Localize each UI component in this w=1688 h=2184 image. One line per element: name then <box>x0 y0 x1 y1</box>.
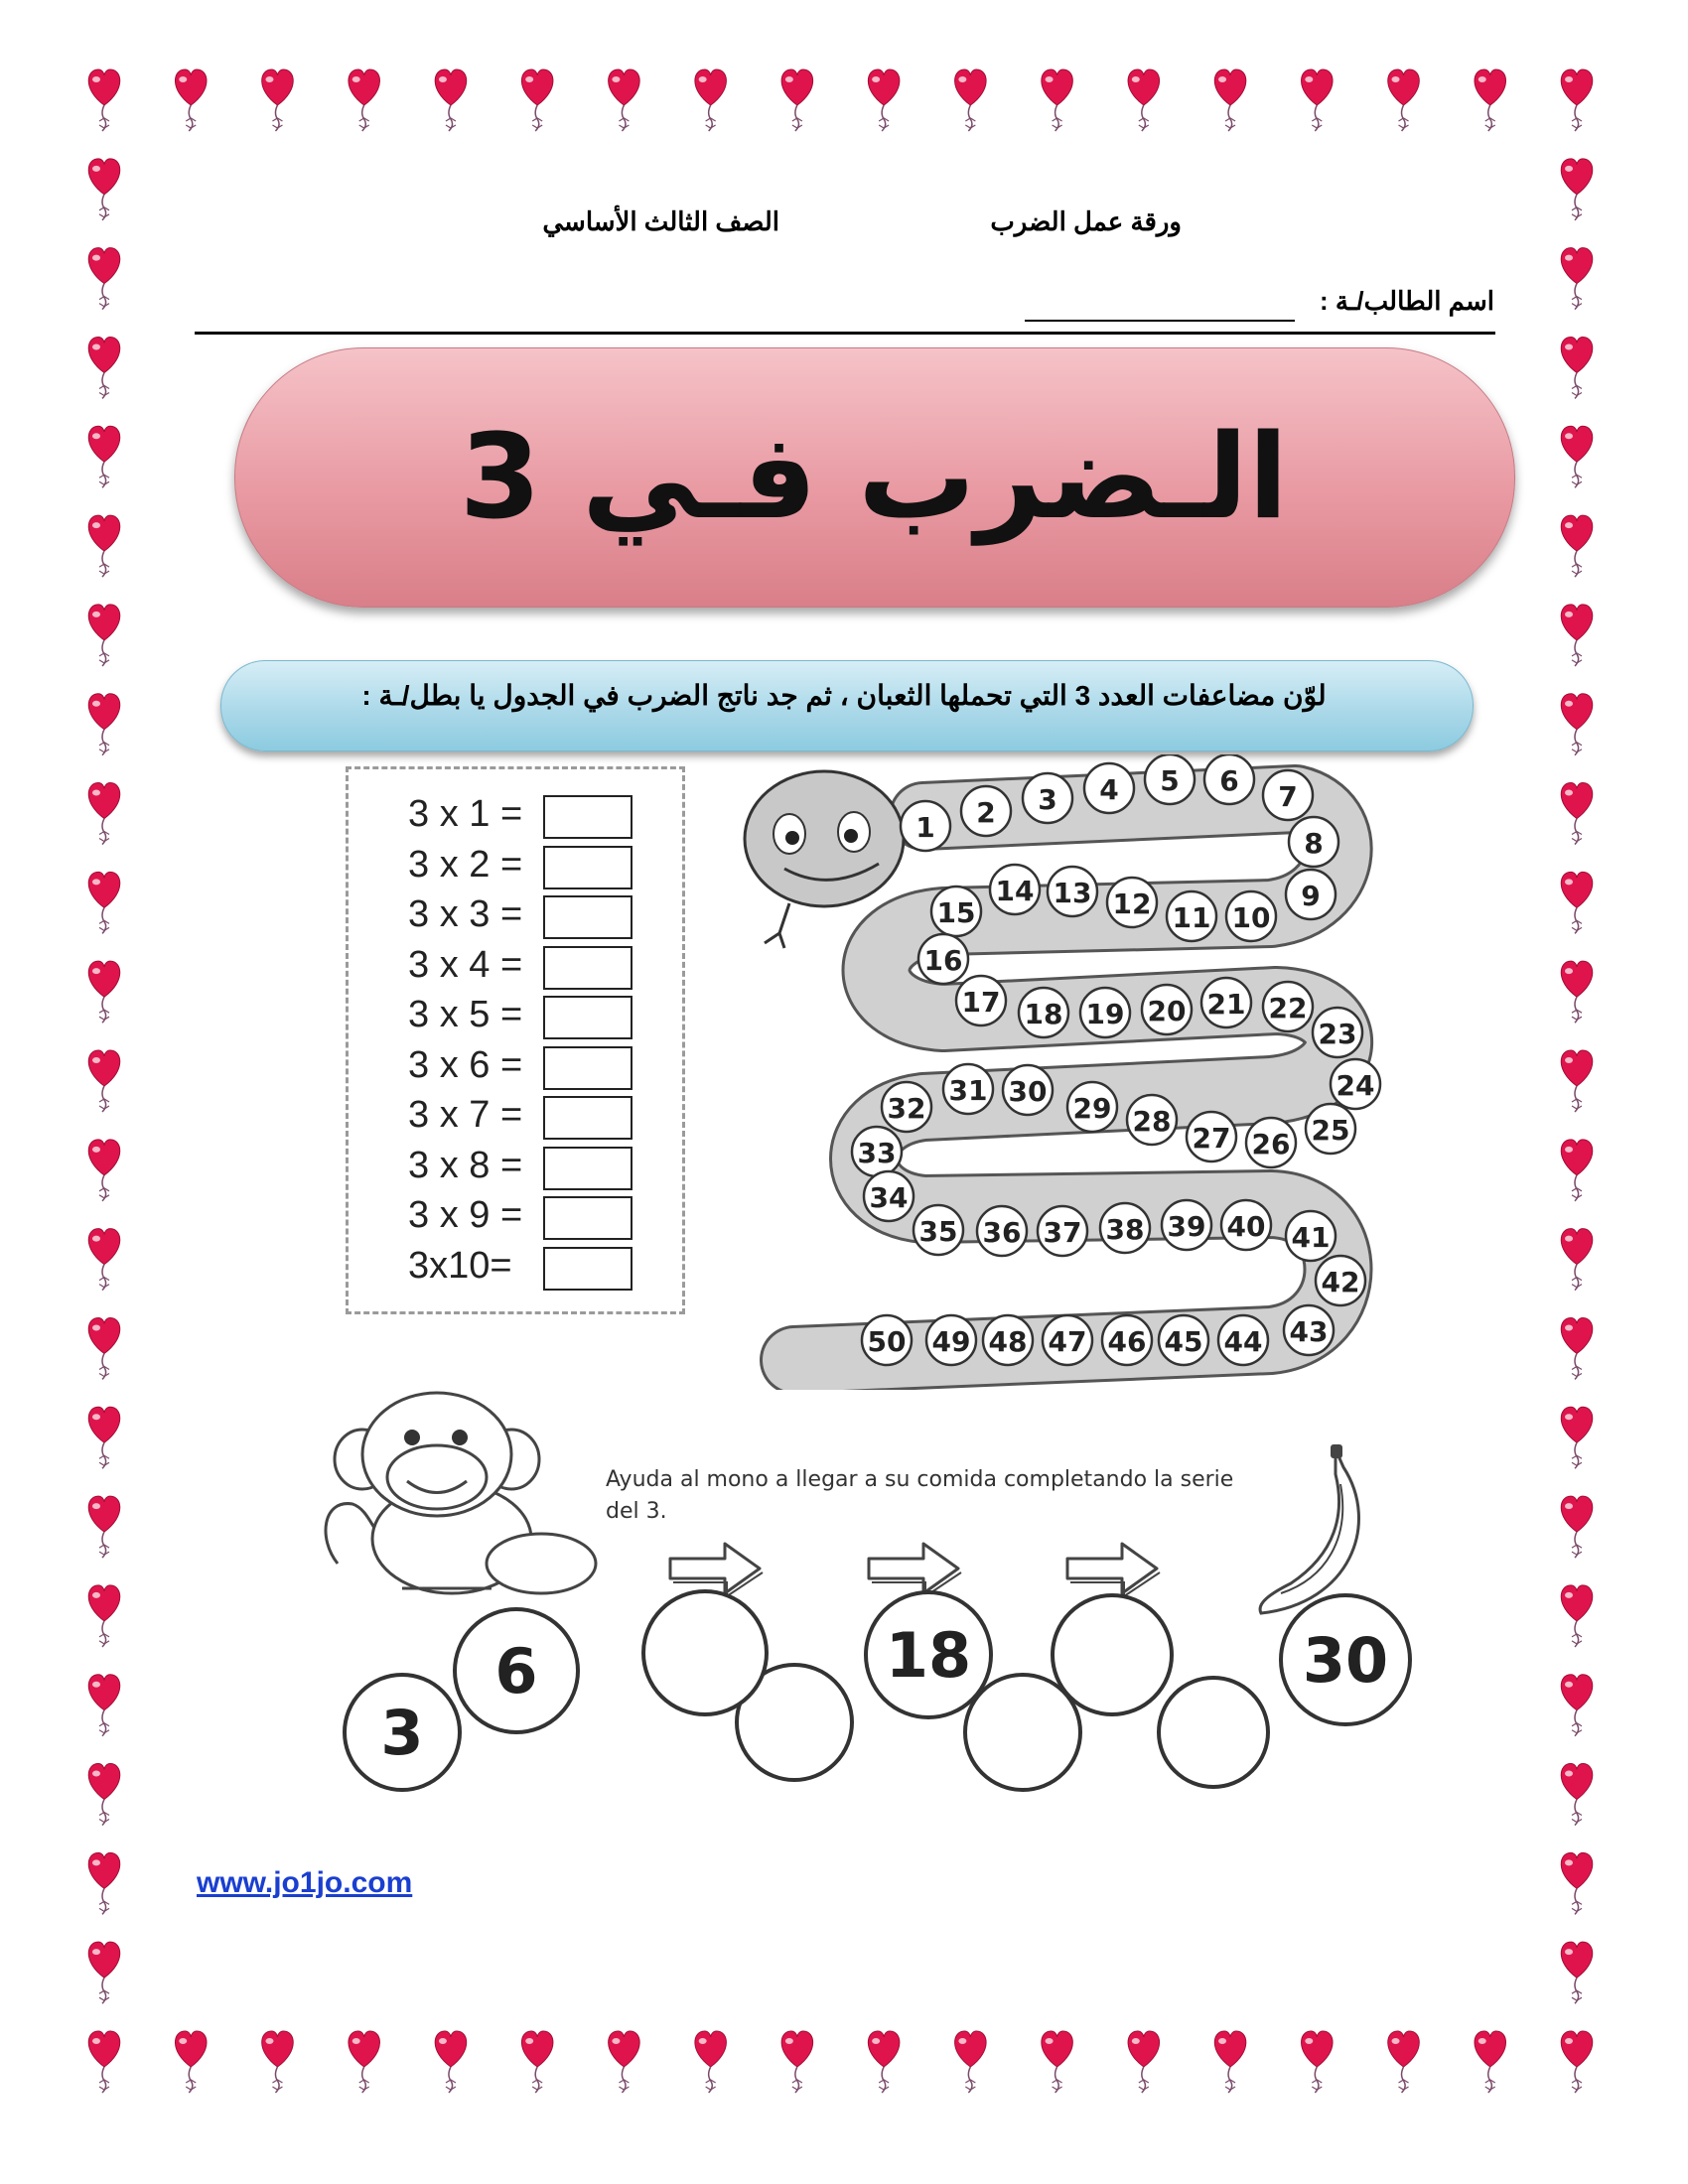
heart-balloon-icon <box>1388 69 1420 131</box>
snake-number-circle[interactable] <box>1306 1104 1355 1154</box>
snake-number-label: 20 <box>1147 995 1187 1027</box>
heart-balloon-icon <box>88 515 120 577</box>
answer-box[interactable] <box>543 1147 633 1190</box>
snake-number-label: 34 <box>869 1181 909 1214</box>
snake-number-circle[interactable] <box>1316 1256 1365 1305</box>
heart-balloon-icon <box>695 2031 727 2093</box>
worksheet-title: ورقة عمل الضرب <box>990 206 1182 236</box>
heart-balloon-icon <box>88 1942 120 2003</box>
snake-number-label: 30 <box>1008 1075 1048 1108</box>
answer-box[interactable] <box>543 996 633 1039</box>
snake-number-circle[interactable] <box>1313 1008 1362 1057</box>
snake-number-label: 15 <box>936 896 976 929</box>
heart-balloon-icon <box>88 159 120 220</box>
snake-number-circle[interactable] <box>1043 1315 1092 1365</box>
monkey-drawing <box>313 1390 621 1598</box>
snake-number-label: 33 <box>857 1137 897 1169</box>
heart-balloon-icon <box>781 2031 813 2093</box>
snake-number-label: 36 <box>982 1216 1022 1249</box>
snake-number-circle[interactable] <box>918 934 968 984</box>
heart-balloon-icon <box>609 2031 640 2093</box>
heart-balloon-icon <box>1561 1852 1593 1914</box>
heart-balloon-icon <box>88 1229 120 1291</box>
heart-balloon-icon <box>175 2031 207 2093</box>
snake-number-label: 6 <box>1219 764 1239 797</box>
heart-balloon-icon <box>1561 515 1593 577</box>
heart-balloon-icon <box>1561 1229 1593 1291</box>
snake-number-circle[interactable] <box>931 887 981 936</box>
snake-number-label: 21 <box>1206 988 1246 1021</box>
heart-balloon-icon <box>1214 2031 1246 2093</box>
snake-number-circle[interactable] <box>956 976 1006 1025</box>
heart-balloon-icon <box>435 69 467 131</box>
snake-number-circle[interactable] <box>1102 1315 1152 1365</box>
heart-balloon-icon <box>88 2031 120 2093</box>
chain-circle[interactable] <box>455 1609 578 1732</box>
heart-balloon-icon <box>1128 69 1160 131</box>
snake-number-label: 43 <box>1289 1315 1329 1348</box>
snake-number-circle[interactable] <box>1019 988 1068 1037</box>
heart-balloon-icon <box>1561 1496 1593 1558</box>
heart-balloon-icon <box>88 337 120 398</box>
snake-number-circle[interactable] <box>1023 773 1072 823</box>
snake-number-label: 23 <box>1318 1018 1357 1050</box>
snake-number-label: 42 <box>1321 1266 1360 1298</box>
heart-balloon-icon <box>349 69 380 131</box>
snake-number-label: 10 <box>1231 901 1271 934</box>
answer-box[interactable] <box>543 1096 633 1140</box>
snake-number-circle[interactable] <box>1246 1118 1296 1167</box>
heart-balloon-icon <box>88 1675 120 1736</box>
heart-balloon-icon <box>88 1140 120 1201</box>
snake-number-circle[interactable] <box>1080 988 1130 1037</box>
monkey-caption: Ayuda al mono a llegar a su comida completando la serie del 3. <box>606 1467 1234 1524</box>
heart-balloon-icon <box>1561 961 1593 1023</box>
table-equation: 3 x 2 = <box>408 843 523 886</box>
heart-balloon-icon <box>1561 426 1593 487</box>
heart-balloon-icon <box>88 69 120 131</box>
grade-label: الصف الثالث الأساسي <box>542 206 779 236</box>
snake-number-label: 24 <box>1336 1069 1375 1102</box>
snake-number-label: 3 <box>1038 783 1057 816</box>
snake-number-label: 28 <box>1132 1105 1172 1138</box>
heart-balloon-icon <box>1561 248 1593 310</box>
heart-balloon-icon <box>262 2031 294 2093</box>
snake-number-circle[interactable] <box>1127 1095 1177 1145</box>
heart-balloon-icon <box>88 1050 120 1112</box>
snake-number-circle[interactable] <box>1038 1206 1087 1256</box>
chain-number: 18 <box>885 1619 972 1692</box>
snake-number-label: 45 <box>1164 1325 1203 1358</box>
heart-balloon-icon <box>1561 1764 1593 1826</box>
heart-balloon-icon <box>1388 2031 1420 2093</box>
snake-number-circle[interactable] <box>1226 891 1276 941</box>
heart-balloon-icon <box>1561 1317 1593 1379</box>
heart-balloon-icon <box>521 69 553 131</box>
snake-number-label: 50 <box>867 1325 907 1358</box>
heart-balloon-icon <box>1561 69 1593 131</box>
snake-number-circle[interactable] <box>1142 985 1192 1034</box>
snake-number-circle[interactable] <box>1107 878 1157 927</box>
heart-balloon-icon <box>1561 1585 1593 1647</box>
answer-box[interactable] <box>543 1247 633 1291</box>
snake-number-circle[interactable] <box>1084 763 1134 813</box>
heart-balloon-icon <box>88 694 120 755</box>
snake-number-circle[interactable] <box>1187 1112 1236 1161</box>
snake-number-circle[interactable] <box>1162 1200 1211 1250</box>
heart-balloon-icon <box>1302 69 1334 131</box>
snake-number-circle[interactable] <box>1286 1211 1336 1261</box>
table-equation: 3 x 3 = <box>408 893 523 935</box>
heart-balloon-icon <box>1475 69 1506 131</box>
heart-balloon-icon <box>1128 2031 1160 2093</box>
answer-box[interactable] <box>543 795 633 839</box>
snake-number-circle[interactable] <box>1201 978 1251 1027</box>
snake-number-circle[interactable] <box>1263 982 1313 1031</box>
heart-balloon-icon <box>1561 872 1593 933</box>
table-equation: 3 x 5 = <box>408 994 523 1035</box>
snake-number-circle[interactable] <box>926 1315 976 1365</box>
heart-balloon-icon <box>1214 69 1246 131</box>
snake-number-label: 31 <box>948 1074 988 1107</box>
heart-balloon-icon <box>88 605 120 666</box>
table-equation: 3 x 9 = <box>408 1194 523 1236</box>
answer-box[interactable] <box>543 1196 633 1240</box>
chain-circle[interactable] <box>345 1675 460 1790</box>
heart-balloon-icon <box>88 426 120 487</box>
snake-number-label: 40 <box>1226 1210 1266 1243</box>
heart-balloon-icon <box>781 69 813 131</box>
heart-balloon-icon <box>868 69 900 131</box>
heart-balloon-icon <box>1561 783 1593 845</box>
heart-balloon-icon <box>1042 2031 1073 2093</box>
snake-number-circle[interactable] <box>1067 1082 1117 1132</box>
snake-number-circle[interactable] <box>1145 754 1195 804</box>
snake-number-label: 38 <box>1105 1213 1145 1246</box>
chain-circle[interactable] <box>1053 1595 1172 1714</box>
heart-balloon-icon <box>955 2031 987 2093</box>
heart-balloon-icon <box>88 1317 120 1379</box>
snake-number-circle[interactable] <box>1218 1315 1268 1365</box>
snake-number-label: 16 <box>923 944 963 977</box>
snake-number-circle[interactable] <box>1048 867 1097 916</box>
snake-number-label: 32 <box>887 1092 926 1125</box>
snake-number-circle[interactable] <box>1289 817 1338 867</box>
heart-balloon-icon <box>1561 337 1593 398</box>
snake-number-circle[interactable] <box>1159 1315 1208 1365</box>
heart-balloon-icon <box>88 1496 120 1558</box>
heart-balloon-icon <box>521 2031 553 2093</box>
heart-balloon-icon <box>1302 2031 1334 2093</box>
chain-circle[interactable] <box>643 1591 767 1714</box>
website-link[interactable]: www.jo1jo.com <box>197 1866 413 1899</box>
snake-number-label: 35 <box>918 1215 958 1248</box>
heart-balloon-icon <box>1561 1140 1593 1201</box>
snake-number-circle[interactable] <box>977 1206 1027 1256</box>
snake-number-circle[interactable] <box>1204 754 1254 804</box>
chain-number: 30 <box>1302 1624 1389 1697</box>
snake-number-label: 13 <box>1053 877 1092 909</box>
number-chain <box>338 1588 1430 1817</box>
snake-number-label: 49 <box>931 1325 971 1358</box>
snake-number-label: 44 <box>1223 1325 1263 1358</box>
heart-balloon-icon <box>88 872 120 933</box>
heart-balloon-icon <box>435 2031 467 2093</box>
snake-number-label: 25 <box>1311 1114 1350 1147</box>
snake-number-circle[interactable] <box>882 1082 931 1132</box>
table-equation: 3x10= <box>408 1244 512 1287</box>
heart-balloon-icon <box>1561 1407 1593 1468</box>
snake-number-label: 9 <box>1301 880 1321 912</box>
snake-number-circle[interactable] <box>1003 1065 1053 1115</box>
student-name-label: اسم الطالب/ـة : <box>1319 286 1494 316</box>
snake-number-label: 12 <box>1112 887 1152 920</box>
snake-number-label: 11 <box>1172 901 1211 934</box>
chain-number: 3 <box>380 1697 424 1769</box>
heart-balloon-icon <box>1042 69 1073 131</box>
answer-box[interactable] <box>543 1046 633 1090</box>
chain-number: 6 <box>494 1635 538 1707</box>
header-divider <box>195 332 1495 335</box>
snake-number-circle[interactable] <box>852 1127 902 1176</box>
heart-balloon-icon <box>868 2031 900 2093</box>
snake-number-label: 48 <box>988 1325 1028 1358</box>
page-title: الـضرب فـي 3 <box>459 408 1289 545</box>
snake-number-label: 17 <box>961 986 1001 1019</box>
heart-balloon-icon <box>1561 694 1593 755</box>
instruction-text: لوّن مضاعفات العدد 3 التي تحملها الثعبان ، ثم جد ناتج الضرب في الجدول يا بطل/ـة : <box>361 679 1327 711</box>
table-equation: 3 x 6 = <box>408 1043 523 1086</box>
snake-number-label: 41 <box>1291 1221 1331 1254</box>
answer-box[interactable] <box>543 946 633 990</box>
snake-number-label: 2 <box>976 796 996 829</box>
snake-number-label: 47 <box>1048 1325 1087 1358</box>
student-name-line[interactable] <box>1025 320 1295 322</box>
heart-balloon-icon <box>1561 1675 1593 1736</box>
heart-balloon-icon <box>88 783 120 845</box>
heart-balloon-icon <box>1561 1942 1593 2003</box>
heart-balloon-icon <box>349 2031 380 2093</box>
snake-number-label: 29 <box>1072 1092 1112 1125</box>
heart-balloon-icon <box>1561 605 1593 666</box>
snake-number-circle[interactable] <box>1221 1200 1271 1250</box>
snake-number-circle[interactable] <box>901 801 950 851</box>
heart-balloon-icon <box>88 248 120 310</box>
chain-circle[interactable] <box>1281 1595 1410 1724</box>
snake-number-label: 46 <box>1107 1325 1147 1358</box>
heart-balloon-icon <box>88 961 120 1023</box>
heart-balloon-icon <box>1561 1050 1593 1112</box>
heart-balloon-icon <box>88 1585 120 1647</box>
snake-number-circle[interactable] <box>1284 1305 1334 1355</box>
snake-number-label: 5 <box>1160 764 1180 797</box>
snake-number-label: 27 <box>1192 1122 1231 1155</box>
snake-number-circle[interactable] <box>983 1315 1033 1365</box>
snake-number-circle[interactable] <box>943 1064 993 1114</box>
table-equation: 3 x 8 = <box>408 1144 523 1186</box>
snake-number-label: 19 <box>1085 998 1125 1030</box>
snake-number-circle[interactable] <box>1286 870 1336 919</box>
snake-number-label: 22 <box>1268 992 1308 1024</box>
snake-number-label: 8 <box>1304 827 1324 860</box>
answer-box[interactable] <box>543 846 633 889</box>
chain-circle[interactable] <box>866 1592 991 1717</box>
heart-balloon-icon <box>88 1407 120 1468</box>
snake-number-circle[interactable] <box>864 1171 914 1221</box>
snake-number-circle[interactable] <box>1100 1203 1150 1253</box>
table-equation: 3 x 4 = <box>408 943 523 986</box>
snake-number-label: 26 <box>1251 1128 1291 1160</box>
heart-balloon-icon <box>1475 2031 1506 2093</box>
snake-number-circle[interactable] <box>990 865 1040 914</box>
table-equation: 3 x 7 = <box>408 1094 523 1136</box>
snake-number-circle[interactable] <box>1263 770 1313 820</box>
heart-balloon-icon <box>609 69 640 131</box>
heart-balloon-icon <box>1561 159 1593 220</box>
snake-number-label: 39 <box>1167 1210 1206 1243</box>
heart-balloon-icon <box>88 1852 120 1914</box>
table-equation: 3 x 1 = <box>408 793 523 835</box>
snake-number-label: 18 <box>1024 998 1063 1030</box>
snake-number-circle[interactable] <box>961 786 1011 836</box>
heart-balloon-icon <box>695 69 727 131</box>
heart-balloon-icon <box>175 69 207 131</box>
snake-number-path <box>715 754 1410 1390</box>
snake-number-label: 14 <box>995 875 1035 907</box>
snake-number-label: 37 <box>1043 1216 1082 1249</box>
answer-box[interactable] <box>543 895 633 939</box>
heart-balloon-icon <box>88 1764 120 1826</box>
chain-circle[interactable] <box>1159 1678 1268 1787</box>
heart-balloon-icon <box>955 69 987 131</box>
snake-number-circle[interactable] <box>1167 891 1216 941</box>
snake-number-circle[interactable] <box>1331 1059 1380 1109</box>
snake-number-label: 4 <box>1099 773 1119 806</box>
snake-number-circle[interactable] <box>862 1315 912 1365</box>
snake-number-label: 7 <box>1278 780 1298 813</box>
multiplication-table <box>346 766 685 1314</box>
heart-balloon-icon <box>1561 2031 1593 2093</box>
snake-number-circle[interactable] <box>914 1205 963 1255</box>
snake-number-label: 1 <box>915 811 935 844</box>
heart-balloon-icon <box>262 69 294 131</box>
